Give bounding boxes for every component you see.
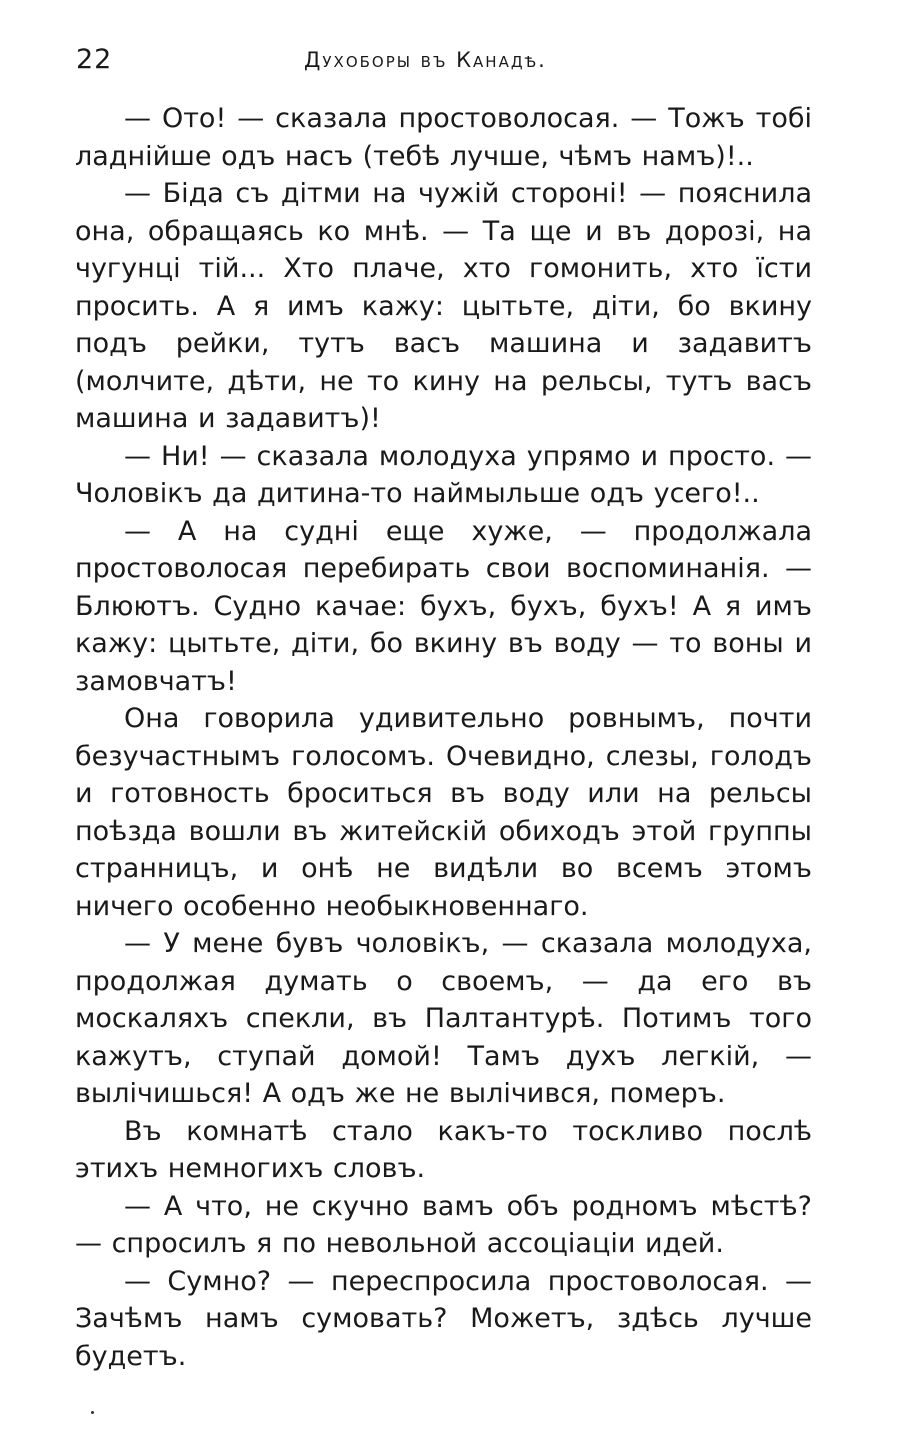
- running-title: Духоборы въ Канадѣ.: [304, 48, 547, 72]
- paragraph: Въ комнатѣ стало какъ-то тоскливо послѣ этихъ немногихъ словъ.: [75, 1115, 812, 1184]
- paragraph: — У мене бувъ чоловікъ, — сказала молодуха, продолжая думать о своемъ, — да его въ москаляхъ спекли, въ Палтантурѣ. Потимъ того кажутъ, ступай домой! Тамъ духъ легкій, — вылічишься! А одъ же не вылічився, померъ.: [75, 928, 812, 1109]
- page-number: 22: [76, 44, 113, 75]
- body-text: [75, 100, 812, 1375]
- paragraph: — Ото! — сказала простоволосая. — Тожъ тобі ладнійше одъ насъ (тебѣ лучше, чѣмъ намъ)!..: [75, 103, 812, 172]
- print-speck: [91, 1411, 94, 1414]
- paragraph: Она говорила удивительно ровнымъ, почти безучастнымъ голосомъ. Очевидно, слезы, голодъ и готовность броситься въ воду или на рельсы поѣзда вошли въ житейскій обиходъ этой группы странницъ, и онѣ не видѣли во всемъ этомъ ничего особенно необыкновеннаго.: [75, 703, 812, 922]
- page-header: [76, 44, 810, 80]
- paragraph: — Сумно? — переспросила простоволосая. — Зачѣмъ намъ сумовать? Можетъ, здѣсь лучше будетъ.: [75, 1265, 812, 1372]
- paragraph: — Біда съ дітми на чужій стороні! — пояснила она, обращаясь ко мнѣ. — Та ще и въ дорозі, на чугунці тій... Хто плаче, хто гомонить, хто їсти просить. А я имъ кажу: цытьте, діти, бо вкину подъ рейки, тутъ васъ машина и задавитъ (молчите, дѣти, не то кину на рельсы, тутъ васъ машина и задавитъ)!: [75, 178, 812, 434]
- paragraph: — А на судні еще хуже, — продолжала простоволосая перебирать свои воспоминанія. — Блюютъ. Судно качае: бухъ, бухъ, бухъ! А я имъ кажу: цытьте, діти, бо вкину въ воду — то воны и замовчатъ!: [75, 515, 812, 697]
- paragraph: — А что, не скучно вамъ объ родномъ мѣстѣ? — спросилъ я по невольной ассоціаціи идей.: [75, 1190, 812, 1259]
- paragraph: — Ни! — сказала молодуха упрямо и просто. — Чоловікъ да дитина-то наймыльше одъ усего!..: [75, 440, 812, 509]
